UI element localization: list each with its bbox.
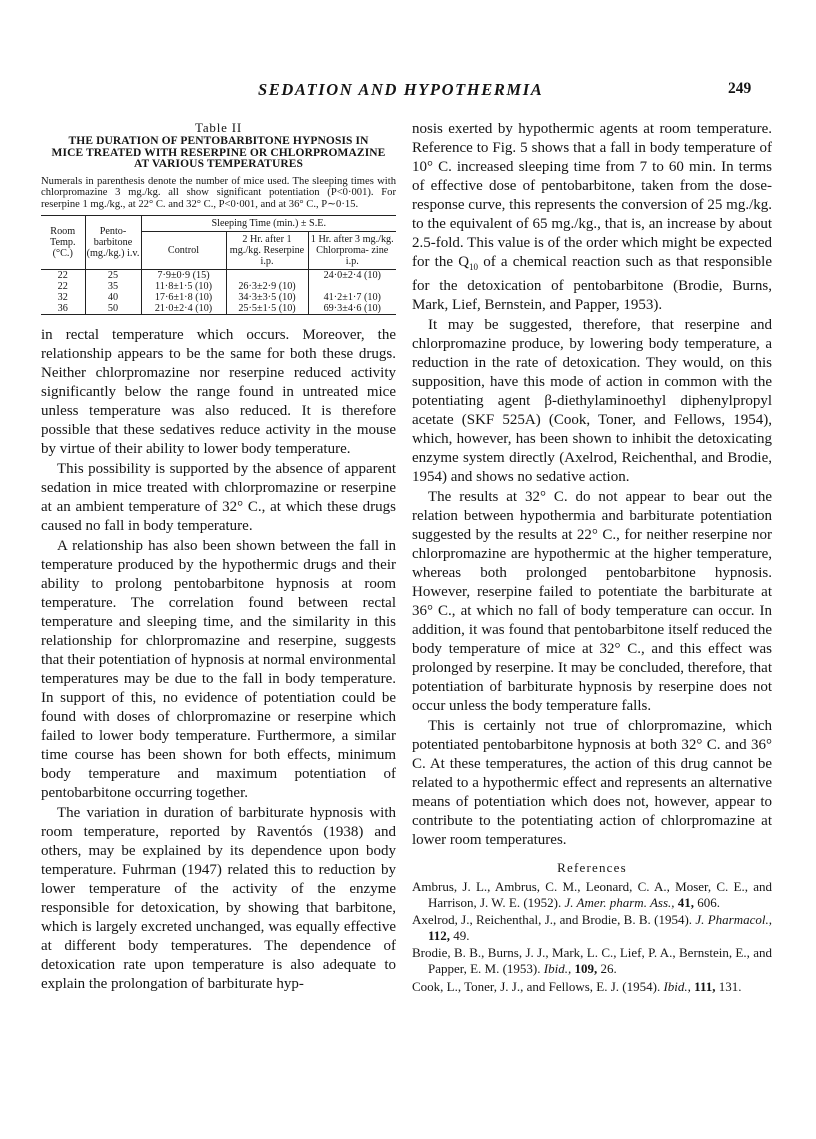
cell-control: 7·9±0·9 (15) xyxy=(141,269,226,281)
body-paragraph: It may be suggested, therefore, that reserpine and chlorpromazine produce, by lowering body temperature, a reduction in the rate of detoxication. They would, on this supposition, have this mode of action in common with the potentiating agent β-diethylaminoethyl diphenylpropyl acetate (SKF 525A) (Cook, Toner, and Fellows, 1954), which, however, has been shown to inhibit the detoxicating enzyme system directly (Axelrod, Reichenthal, and Brodie, 1954) and shows no sedative action. xyxy=(412,317,772,485)
cell-control: 21·0±2·4 (10) xyxy=(141,303,226,315)
right-column xyxy=(412,120,772,996)
header-room-temp: Room Temp. (°C.) xyxy=(41,215,85,269)
table-row xyxy=(41,303,396,315)
ref-journal: J. Amer. pharm. Ass., xyxy=(564,894,675,910)
ref-authors: Ambrus, J. L., Ambrus, C. M., Leonard, C. A., Moser, C. E., and Harrison, J. W. E. (1952). xyxy=(412,879,772,910)
reference-item xyxy=(412,912,772,943)
header-reserpine: 2 Hr. after 1 mg./kg. Reserpine i.p. xyxy=(226,231,308,269)
text-run: nosis exerted by hypothermic agents at room temperature. Reference to Fig. 5 shows that a fall in body temperature of 10° C. increased sleeping time from 7 to 60 min. In terms of effective dose of pentobarbitone, taken from the dose-response curve, this represents the conversion of 25 mg./kg. to the equivalent of 65 mg./kg., that is, an increase by about 2.5-fold. This value is of the order which might be expected for the Q xyxy=(412,121,772,270)
cell-reserpine: 26·3±2·9 (10) xyxy=(226,281,308,292)
cell-chlorpromazine xyxy=(308,281,396,292)
ref-authors: Axelrod, J., Reichenthal, J., and Brodie, B. B. (1954). xyxy=(412,912,693,928)
ref-pages: 131. xyxy=(718,978,742,994)
cell-chlorpromazine: 69·3±4·6 (10) xyxy=(308,303,396,315)
table-row xyxy=(41,292,396,303)
table-caption-line: AT VARIOUS TEMPERATURES xyxy=(133,158,304,170)
cell-reserpine xyxy=(226,269,308,281)
reference-item xyxy=(412,945,772,976)
table-label: Table II xyxy=(195,120,242,135)
cell-temp: 36 xyxy=(41,303,85,315)
body-paragraph: This possibility is supported by the absence of apparent sedation in mice treated with chlorpromazine or reserpine at an ambient temperature of 32° C., at which these drugs caused no fall in body temperature. xyxy=(41,460,396,534)
ref-pages: 26. xyxy=(600,960,617,976)
header-pentobarbitone: Pento- barbitone (mg./kg.) i.v. xyxy=(85,215,141,269)
cell-temp: 22 xyxy=(57,269,68,281)
body-paragraph: This is certainly not true of chlorpromazine, which potentiated pentobarbitone hypnosis at both 32° C. and 36° C. At these temperatures, the action of this drug cannot be related to a hypothermic effect and represents an alternative means of potentiation which does not, however, appear to contribute to the potentiating action of chlorpromazine at lower room temperatures. xyxy=(412,718,772,848)
ref-authors: Brodie, B. B., Burns, J. J., Mark, L. C., Lief, P. A., Bernstein, E., and Papper, E. M. (1953). xyxy=(412,945,772,976)
running-title: SEDATION AND HYPOTHERMIA xyxy=(258,80,544,99)
references-heading: References xyxy=(557,860,627,875)
page-number: 249 xyxy=(728,80,752,97)
ref-volume: 112, xyxy=(428,927,451,943)
running-head xyxy=(0,80,816,102)
cell-reserpine: 34·3±3·5 (10) xyxy=(226,292,308,303)
ref-authors: Cook, L., Toner, J. J., and Fellows, E. J. (1954). xyxy=(412,978,661,994)
ref-volume: 109, xyxy=(574,960,598,976)
table-note: Numerals in parenthesis denote the number of mice used. The sleeping times with chlorpromazine 3 mg./kg. all show significant potentiation (P<0·001). For reserpine 1 mg./kg., at 22° C. and 32° C., P<0·001, and at 36° C., P∼0·15. xyxy=(41,175,396,210)
header-chlorpromazine: 1 Hr. after 3 mg./kg. Chlorproma- zine i.p. xyxy=(308,231,396,269)
cell-temp: 32 xyxy=(57,291,68,303)
cell-control: 17·6±1·8 (10) xyxy=(141,292,226,303)
ref-journal: Ibid., xyxy=(663,978,691,994)
ref-pages: 606. xyxy=(697,894,721,910)
cell-dose: 25 xyxy=(85,269,141,281)
ref-volume: 111, xyxy=(694,978,716,994)
table-caption xyxy=(41,136,396,171)
body-paragraph: The results at 32° C. do not appear to bear out the relation between hypothermia and barbiturate potentiation suggested by the results at 22° C., for neither reserpine nor chlorpromazine are hypothermic at the higher temperature, whereas both prolonged pentobarbitone hypnosis. However, reserpine failed to potentiate the barbiturate at 36° C., at which no fall of body temperature can occur. In addition, it was found that pentobarbitone itself reduced the body temperature of mice at 32° C., and this effect was prolonged by reserpine. It may be concluded, therefore, that potentiation of barbiturate hypnosis by reserpine does not occur unless the body temperature falls. xyxy=(412,489,772,714)
q10-subscript: 10 xyxy=(469,262,479,272)
table-caption-line: MICE TREATED WITH RESERPINE OR CHLORPROMAZINE xyxy=(51,146,386,159)
cell-dose: 40 xyxy=(85,292,141,303)
left-column xyxy=(41,120,396,995)
body-paragraph: in rectal temperature which occurs. Moreover, the relationship appears to be the same for both these drugs. Neither chlorpromazine nor reserpine reduced activity significantly below the range found in untreated mice unless temperature was also reduced. It is therefore possible that these sedatives reduce activity in the mouse by virtue of their ability to lower body temperature. xyxy=(41,326,396,457)
body-paragraph: The variation in duration of barbiturate hypnosis with room temperature, reported by Raventós (1938) and others, may be explained by its dependence upon body temperature. Fuhrman (1947) related this to reduction by lower temperature of the activity of the enzyme responsible for detoxication, by showing that barbitone, which is largely excreted unchanged, was equally effective at different body temperatures. The dependence of detoxication rate upon temperature is also adequate to explain the prolongation of barbiturate hyp- xyxy=(41,804,396,992)
cell-chlorpromazine: 41·2±1·7 (10) xyxy=(308,292,396,303)
cell-temp: 22 xyxy=(57,280,68,292)
ref-volume: 41, xyxy=(677,894,695,910)
sleeping-time-table xyxy=(41,215,396,315)
reference-item xyxy=(412,979,772,995)
table-row xyxy=(41,269,396,281)
ref-pages: 49. xyxy=(453,927,470,943)
table-caption-line: THE DURATION OF PENTOBARBITONE HYPNOSIS IN xyxy=(68,135,369,147)
reference-item xyxy=(412,879,772,910)
text-run: of a chemical reaction such as that responsible for the detoxication of pentobarbitone (Brodie, Burns, Mark, Lief, Bernstein, and Papper, 1953). xyxy=(412,254,772,313)
table-row xyxy=(41,281,396,292)
cell-chlorpromazine: 24·0±2·4 (10) xyxy=(308,269,396,281)
cell-dose: 50 xyxy=(85,303,141,315)
header-sleeping-time: Sleeping Time (min.) ± S.E. xyxy=(141,215,396,231)
cell-dose: 35 xyxy=(85,281,141,292)
cell-reserpine: 25·5±1·5 (10) xyxy=(226,303,308,315)
header-control: Control xyxy=(141,231,226,269)
body-paragraph xyxy=(412,120,772,315)
body-paragraph: A relationship has also been shown between the fall in temperature produced by the hypothermic drugs and their ability to prolong pentobarbitone hypnosis at room temperature. The correlation found between rectal temperature and sleeping time, and the similarity in this relationship for chlorpromazine and reserpine, suggests that their potentiation of hypnosis at normal environmental temperatures may be due to the fall in body temperature. In support of this, no evidence of potentiation could be found with doses of chlorpromazine or reserpine which failed to lower body temperature. Furthermore, a similar time course has been shown for both effects, minimum body temperature and maximum potentiation of pentobarbitone occurring together. xyxy=(41,537,396,801)
ref-journal: J. Pharmacol., xyxy=(695,912,772,928)
cell-control: 11·8±1·5 (10) xyxy=(141,281,226,292)
ref-journal: Ibid., xyxy=(543,960,572,976)
